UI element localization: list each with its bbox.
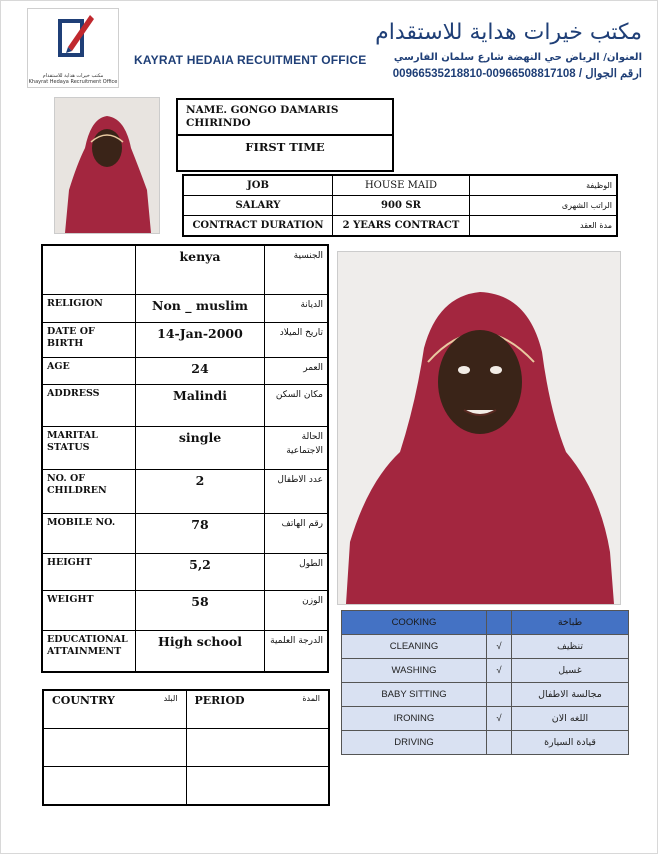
job-table [182,174,618,237]
logo-caption [28,73,118,85]
logo-caption-ar: مكتب خيرات هداية للاستقدام [42,73,104,79]
period-label: PERIOD [194,694,245,707]
nationality-label-ar: الجنسية [265,245,329,294]
height-value: 5,2 [136,553,265,590]
skill-row [342,707,629,731]
table-row [43,729,329,767]
logo-caption-en: Khayrat Hedaya Recruitment Office [28,79,118,85]
skill-label: IRONING [342,707,487,731]
contract-row [183,216,617,237]
table-row [42,384,328,426]
skill-row [342,635,629,659]
marital-label: MARITAL STATUS [42,426,136,469]
skill-row [342,611,629,635]
table-row [42,357,328,384]
nationality-value: kenya [136,245,265,294]
table-row [42,513,328,553]
job-label-ar: الوظيفة [470,175,618,196]
height-label: HEIGHT [42,553,136,590]
company-phones: 00966535218810-00966508817108 / ارقم الجوال [392,68,642,80]
country-cell [43,767,186,806]
job-value: HOUSE MAID [333,175,470,196]
height-label-ar: الطول [265,553,329,590]
weight-label: WEIGHT [42,590,136,630]
experience-table [42,689,330,806]
candidate-photo-large [337,251,621,605]
children-label-ar: عدد الاطفال [265,469,329,513]
skill-check: √ [487,659,512,683]
age-label: AGE [42,357,136,384]
skill-check [487,731,512,755]
skill-label: DRIVING [342,731,487,755]
education-value: High school [136,630,265,672]
skill-label-ar: قيادة السيارة [512,731,629,755]
skill-label-ar: غسيل [512,659,629,683]
skill-label-ar: طباخة [512,611,629,635]
marital-value: single [136,426,265,469]
personal-info-table [41,244,329,673]
company-logo [27,8,119,88]
religion-label: RELIGION [42,294,136,322]
skill-check [487,611,512,635]
weight-value: 58 [136,590,265,630]
mobile-label: MOBILE NO. [42,513,136,553]
education-label: EDUCATIONAL ATTAINMENT [42,630,136,672]
period-header [186,690,329,729]
table-row [42,553,328,590]
religion-label-ar: الديانة [265,294,329,322]
religion-value: Non _ muslim [136,294,265,322]
country-cell [43,729,186,767]
country-header [43,690,186,729]
company-address: العنوان/ الرياض حي النهضة شارع سلمان الفارسي [393,52,642,63]
address-label-ar: مكان السكن [265,384,329,426]
candidate-status: FIRST TIME [245,140,325,154]
job-row [183,175,617,196]
table-row [42,469,328,513]
job-label: JOB [183,175,333,196]
skill-label: CLEANING [342,635,487,659]
skill-check [487,683,512,707]
table-row [42,630,328,672]
marital-label-ar: الحالة الاجتماعية [265,426,329,469]
dob-label: DATE OF BIRTH [42,322,136,357]
period-cell [186,729,329,767]
skill-row [342,683,629,707]
skill-check: √ [487,635,512,659]
period-label-ar: المدة [302,694,320,703]
education-label-ar: الدرجة العلمية [265,630,329,672]
skill-label: WASHING [342,659,487,683]
children-value: 2 [136,469,265,513]
skill-label-ar: اللغه الان [512,707,629,731]
dob-label-ar: تاريخ الميلاد [265,322,329,357]
candidate-name: NAME. GONGO DAMARIS CHIRINDO [178,100,392,136]
table-row [42,294,328,322]
contract-label-ar: مدة العقد [470,216,618,237]
skill-check: √ [487,707,512,731]
table-row [42,245,328,294]
country-label: COUNTRY [52,694,115,707]
skill-label-ar: تنظيف [512,635,629,659]
table-row [42,322,328,357]
age-value: 24 [136,357,265,384]
country-label-ar: البلد [163,694,178,703]
period-cell [186,767,329,806]
contract-value: 2 YEARS CONTRACT [333,216,470,237]
skill-label: COOKING [342,611,487,635]
salary-label-ar: الراتب الشهرى [470,196,618,216]
salary-label: SALARY [183,196,333,216]
mobile-label-ar: رقم الهاتف [265,513,329,553]
contract-label: CONTRACT DURATION [183,216,333,237]
salary-row [183,196,617,216]
company-name-en: KAYRAT HEDAIA RECUITMENT OFFICE [134,53,367,67]
company-name-ar: مكتب خيرات هداية للاستقدام [375,20,642,45]
address-label: ADDRESS [42,384,136,426]
skill-label: BABY SITTING [342,683,487,707]
mobile-value: 78 [136,513,265,553]
skill-row [342,659,629,683]
weight-label-ar: الوزن [265,590,329,630]
logo-mark-icon [28,9,118,69]
salary-value: 900 SR [333,196,470,216]
table-row [43,690,329,729]
table-row [42,590,328,630]
candidate-photo-small [54,97,160,234]
name-box [176,98,394,172]
skill-row [342,731,629,755]
dob-value: 14-Jan-2000 [136,322,265,357]
address-value: Malindi [136,384,265,426]
children-label: NO. OF CHILDREN [42,469,136,513]
table-row [43,767,329,806]
age-label-ar: العمر [265,357,329,384]
table-row [42,426,328,469]
skills-table [341,610,629,755]
skill-label-ar: مجالسة الاطفال [512,683,629,707]
nationality-label [42,245,136,294]
